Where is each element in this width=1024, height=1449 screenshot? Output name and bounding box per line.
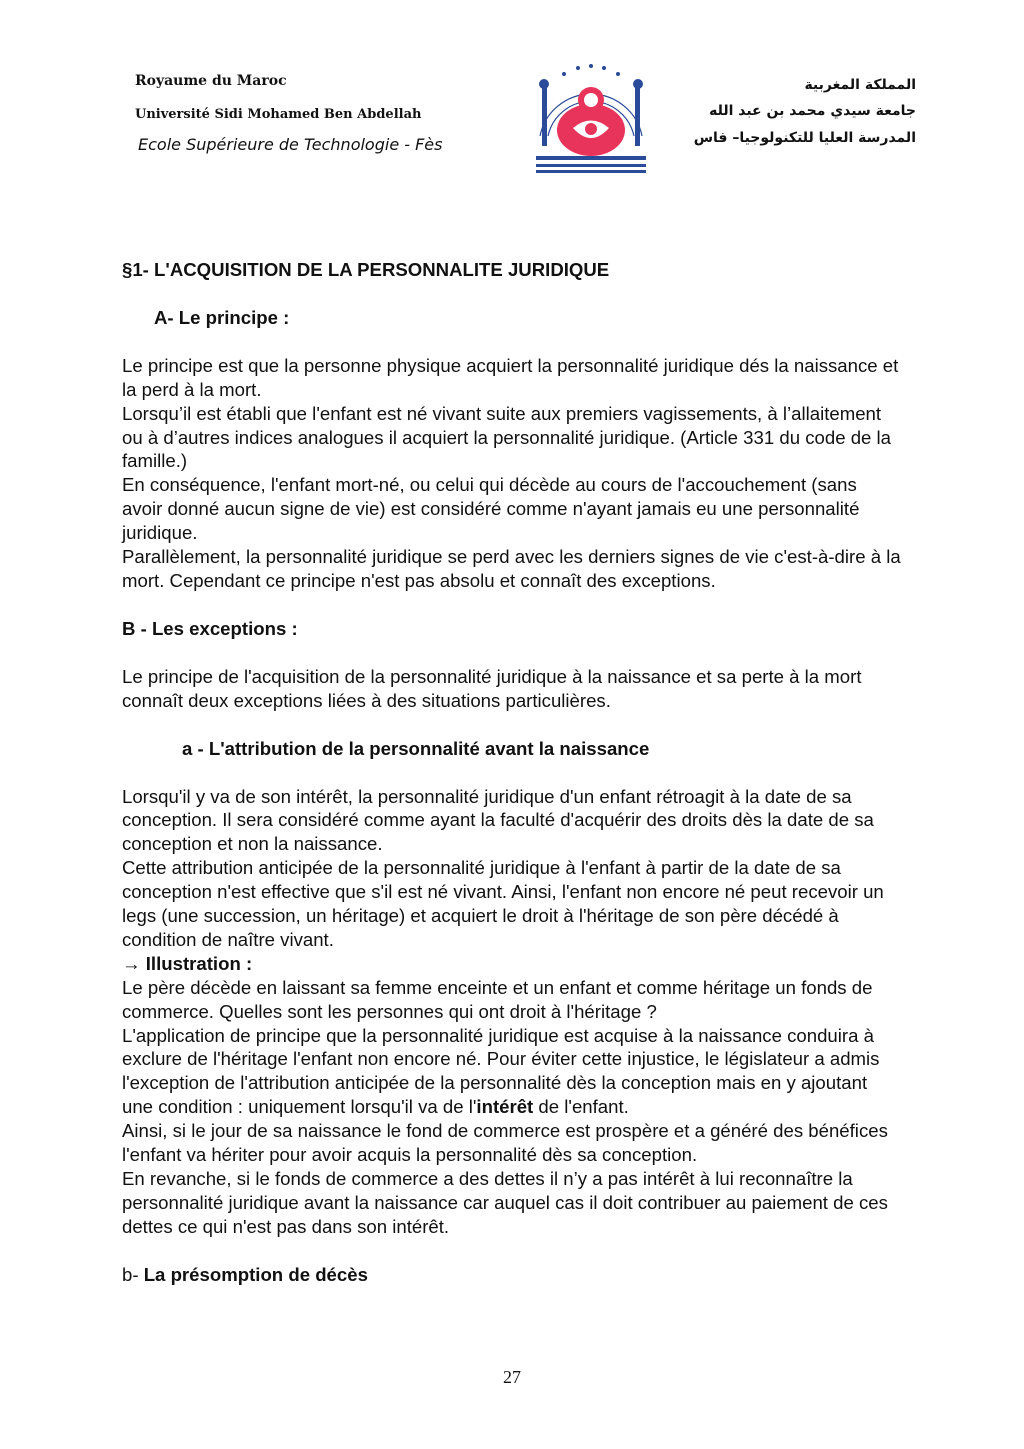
section-title: §1- L'ACQUISITION DE LA PERSONNALITE JURIDIQUE — [122, 259, 610, 280]
paragraph: Lorsqu’il est établi que l'enfant est né vivant suite aux premiers vagissements, à l’allaitement ou à d’autres indices analogues il acquiert la personnalité juridique. (Article 331 du code de la famille.) — [122, 402, 892, 472]
paragraph: Cette attribution anticipée de la personnalité juridique à l'enfant à partir de la date de sa conception n'est effective que s'il est né vivant. Ainsi, l'enfant non encore né peut recevoir un legs (une succession, un héritage) et acquiert le droit à l'héritage de son père décédé à condition de naître vivant. — [122, 857, 884, 950]
header-kingdom-arabic: المملكة المغربية — [804, 77, 916, 93]
paragraph: Parallèlement, la personnalité juridique se perd avec les derniers signes de vie c'est-à-dire à la mort. Cependant ce principe n'est pas absolu et connaît des exceptions. — [122, 546, 901, 591]
subheading-attribution: a - L'attribution de la personnalité avant la naissance — [182, 737, 650, 759]
paragraph: Le principe de l'acquisition de la personnalité juridique à la naissance et sa perte à la mort connaît deux exceptions liées à des situations particulières. — [122, 665, 862, 711]
university-emblem-icon — [528, 58, 654, 176]
header-school-arabic: المدرسة العليا للتكنولوجيا– فاس — [693, 130, 916, 146]
header-university-arabic: جامعة سيدي محمد بن عبد الله — [709, 103, 916, 119]
page-number: 27 — [503, 1367, 521, 1387]
paragraph: Lorsqu'il y va de son intérêt, la personnalité juridique d'un enfant rétroagit à la date de sa conception. Il sera considéré comme ayant la faculté d'acquérir des droits dès la date de sa conception et non la naissance. — [122, 785, 874, 855]
illustration-label: → Illustration : — [122, 952, 253, 974]
header-kingdom: Royaume du Maroc — [135, 73, 287, 89]
header-university: Université Sidi Mohamed Ben Abdellah — [135, 107, 422, 122]
paragraph: Le principe est que la personne physique acquiert la personnalité juridique dés la naissance et la perd à la mort. — [122, 354, 899, 400]
subheading-exceptions: B - Les exceptions : — [122, 617, 298, 639]
paragraph: Le père décède en laissant sa femme enceinte et un enfant et comme héritage un fonds de commerce. Quelles sont les personnes qui ont droit à l'héritage ? — [122, 976, 873, 1022]
paragraph: En conséquence, l'enfant mort-né, ou celui qui décède au cours de l'accouchement (sans avoir donné aucun signe de vie) est considéré comme n'ayant jamais eu une personnalité juridique. — [122, 474, 860, 544]
header-school: Ecole Supérieure de Technologie - Fès — [138, 135, 443, 154]
document-body — [122, 258, 902, 1287]
subheading-presumption: b- La présomption de décès — [122, 1263, 368, 1285]
paragraph: En revanche, si le fonds de commerce a des dettes il n’y a pas intérêt à lui reconnaître la personnalité juridique avant la naissance car auquel cas il doit contribuer au paiement de ces dettes ce qui n'est pas dans son intérêt. — [122, 1168, 888, 1237]
paragraph: Ainsi, si le jour de sa naissance le fond de commerce est prospère et a généré des bénéfices l'enfant va hériter pour avoir acquis la personnalité dès sa conception. — [122, 1120, 888, 1166]
paragraph: L'application de principe que la personnalité juridique est acquise à la naissance conduira à exclure de l'héritage l'enfant non encore né. Pour éviter cette injustice, le législateur a admis l'exception de l'attribution anticipée de la personnalité dès la conception mais en y ajoutant une condition : uniquement lorsqu'il va de l'intérêt de l'enfant. — [122, 1024, 880, 1118]
emphasis: intérêt — [476, 1096, 534, 1118]
page-header — [0, 0, 1024, 200]
subheading-principle: A- Le principe : — [154, 306, 290, 328]
